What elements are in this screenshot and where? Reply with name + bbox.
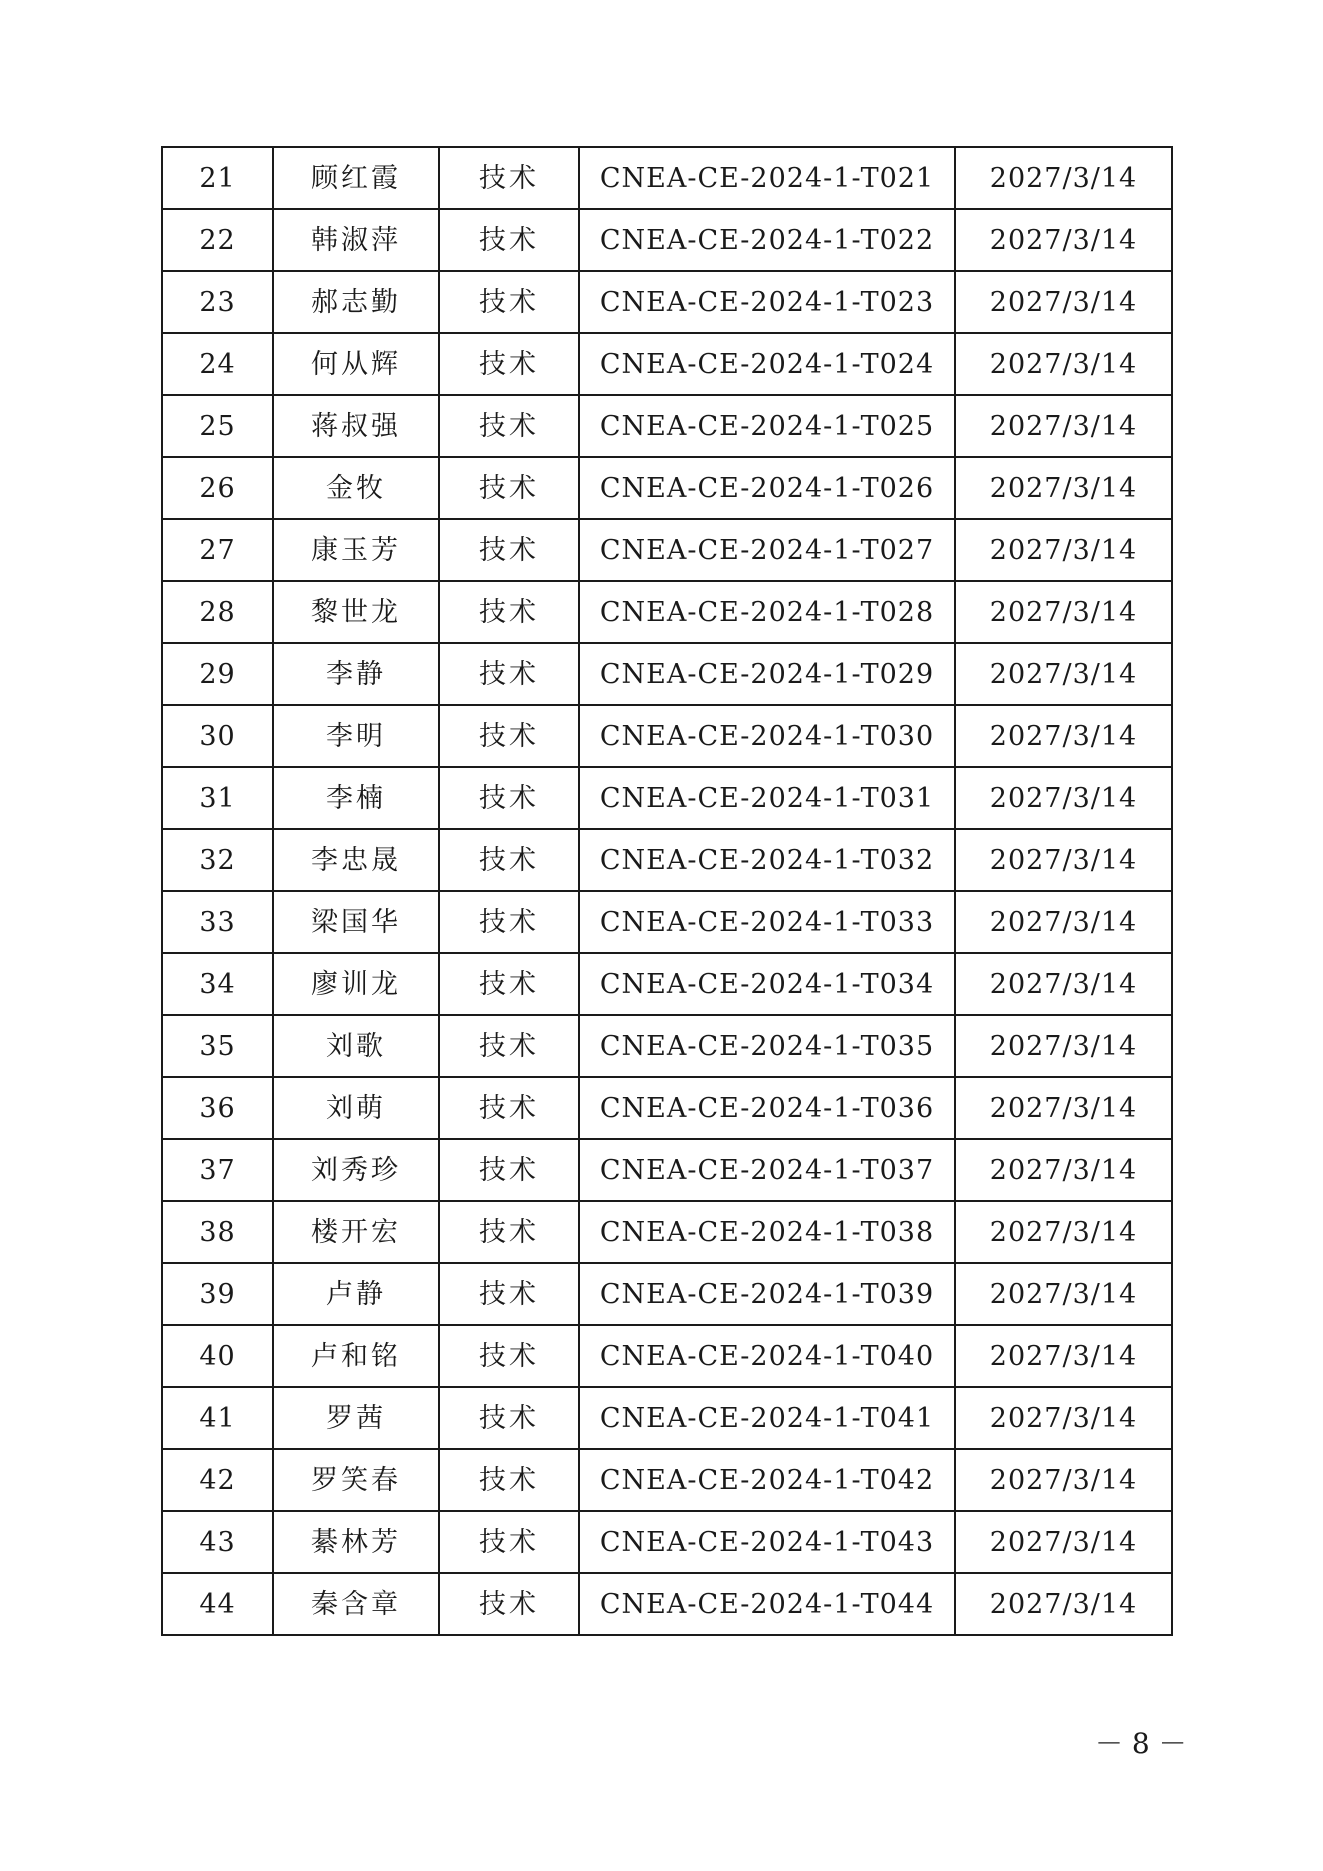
category-cell: 技术 [439,1449,579,1511]
expiry-date-cell: 2027/3/14 [955,271,1172,333]
row-number-cell: 34 [162,953,273,1015]
person-name-cell: 卢静 [273,1263,439,1325]
expiry-date-cell: 2027/3/14 [955,1077,1172,1139]
person-name-cell: 郝志勤 [273,271,439,333]
row-number-cell: 42 [162,1449,273,1511]
certificate-number-cell: CNEA-CE-2024-1-T021 [579,147,955,209]
table-row [162,1573,1172,1635]
expiry-date-cell: 2027/3/14 [955,1449,1172,1511]
certificate-number-cell: CNEA-CE-2024-1-T032 [579,829,955,891]
row-number-cell: 26 [162,457,273,519]
category-cell: 技术 [439,1387,579,1449]
roster-table-body [162,147,1172,1635]
table-row [162,953,1172,1015]
table-row [162,1511,1172,1573]
row-number-cell: 33 [162,891,273,953]
certificate-number-cell: CNEA-CE-2024-1-T033 [579,891,955,953]
category-cell: 技术 [439,891,579,953]
table-row [162,829,1172,891]
certificate-number-cell: CNEA-CE-2024-1-T025 [579,395,955,457]
category-cell: 技术 [439,705,579,767]
category-cell: 技术 [439,1077,579,1139]
person-name-cell: 罗笑春 [273,1449,439,1511]
certificate-number-cell: CNEA-CE-2024-1-T031 [579,767,955,829]
category-cell: 技术 [439,457,579,519]
person-name-cell: 刘萌 [273,1077,439,1139]
person-name-cell: 李楠 [273,767,439,829]
table-row [162,1201,1172,1263]
person-name-cell: 秦含章 [273,1573,439,1635]
row-number-cell: 41 [162,1387,273,1449]
row-number-cell: 43 [162,1511,273,1573]
person-name-cell: 廖训龙 [273,953,439,1015]
row-number-cell: 35 [162,1015,273,1077]
person-name-cell: 刘歌 [273,1015,439,1077]
certificate-number-cell: CNEA-CE-2024-1-T022 [579,209,955,271]
table-row [162,1325,1172,1387]
category-cell: 技术 [439,1201,579,1263]
person-name-cell: 刘秀珍 [273,1139,439,1201]
row-number-cell: 22 [162,209,273,271]
category-cell: 技术 [439,519,579,581]
person-name-cell: 金牧 [273,457,439,519]
certificate-number-cell: CNEA-CE-2024-1-T027 [579,519,955,581]
certificate-number-cell: CNEA-CE-2024-1-T029 [579,643,955,705]
certificate-number-cell: CNEA-CE-2024-1-T030 [579,705,955,767]
category-cell: 技术 [439,953,579,1015]
category-cell: 技术 [439,767,579,829]
person-name-cell: 罗茜 [273,1387,439,1449]
certificate-number-cell: CNEA-CE-2024-1-T040 [579,1325,955,1387]
person-name-cell: 李静 [273,643,439,705]
expiry-date-cell: 2027/3/14 [955,643,1172,705]
row-number-cell: 38 [162,1201,273,1263]
certificate-number-cell: CNEA-CE-2024-1-T038 [579,1201,955,1263]
expiry-date-cell: 2027/3/14 [955,705,1172,767]
certificate-number-cell: CNEA-CE-2024-1-T036 [579,1077,955,1139]
person-name-cell: 黎世龙 [273,581,439,643]
row-number-cell: 25 [162,395,273,457]
category-cell: 技术 [439,1325,579,1387]
expiry-date-cell: 2027/3/14 [955,1201,1172,1263]
category-cell: 技术 [439,1139,579,1201]
expiry-date-cell: 2027/3/14 [955,1263,1172,1325]
row-number-cell: 36 [162,1077,273,1139]
person-name-cell: 何从辉 [273,333,439,395]
expiry-date-cell: 2027/3/14 [955,767,1172,829]
expiry-date-cell: 2027/3/14 [955,953,1172,1015]
certificate-number-cell: CNEA-CE-2024-1-T026 [579,457,955,519]
table-row [162,457,1172,519]
row-number-cell: 40 [162,1325,273,1387]
category-cell: 技术 [439,1511,579,1573]
row-number-cell: 23 [162,271,273,333]
person-name-cell: 卢和铭 [273,1325,439,1387]
category-cell: 技术 [439,271,579,333]
certificate-number-cell: CNEA-CE-2024-1-T037 [579,1139,955,1201]
expiry-date-cell: 2027/3/14 [955,519,1172,581]
expiry-date-cell: 2027/3/14 [955,829,1172,891]
expiry-date-cell: 2027/3/14 [955,333,1172,395]
table-row [162,891,1172,953]
row-number-cell: 39 [162,1263,273,1325]
table-row [162,271,1172,333]
expiry-date-cell: 2027/3/14 [955,581,1172,643]
expiry-date-cell: 2027/3/14 [955,1387,1172,1449]
row-number-cell: 24 [162,333,273,395]
table-row [162,1263,1172,1325]
expiry-date-cell: 2027/3/14 [955,147,1172,209]
person-name-cell: 楼开宏 [273,1201,439,1263]
page-number: － 8 － [1095,1727,1187,1760]
person-name-cell: 李明 [273,705,439,767]
person-name-cell: 韩淑萍 [273,209,439,271]
category-cell: 技术 [439,333,579,395]
certificate-number-cell: CNEA-CE-2024-1-T044 [579,1573,955,1635]
row-number-cell: 37 [162,1139,273,1201]
person-name-cell: 梁国华 [273,891,439,953]
table-row [162,581,1172,643]
certificate-number-cell: CNEA-CE-2024-1-T039 [579,1263,955,1325]
category-cell: 技术 [439,643,579,705]
category-cell: 技术 [439,209,579,271]
row-number-cell: 31 [162,767,273,829]
table-row [162,1139,1172,1201]
table-row [162,643,1172,705]
table-row [162,209,1172,271]
row-number-cell: 32 [162,829,273,891]
person-name-cell: 康玉芳 [273,519,439,581]
person-name-cell: 顾红霞 [273,147,439,209]
table-row [162,1077,1172,1139]
certificate-number-cell: CNEA-CE-2024-1-T043 [579,1511,955,1573]
certificate-number-cell: CNEA-CE-2024-1-T024 [579,333,955,395]
table-row [162,705,1172,767]
person-name-cell: 綦林芳 [273,1511,439,1573]
certificate-roster-table [161,146,1173,1636]
category-cell: 技术 [439,1573,579,1635]
row-number-cell: 21 [162,147,273,209]
category-cell: 技术 [439,581,579,643]
table-row [162,1387,1172,1449]
expiry-date-cell: 2027/3/14 [955,457,1172,519]
expiry-date-cell: 2027/3/14 [955,1511,1172,1573]
table-row [162,147,1172,209]
certificate-number-cell: CNEA-CE-2024-1-T034 [579,953,955,1015]
category-cell: 技术 [439,147,579,209]
certificate-number-cell: CNEA-CE-2024-1-T035 [579,1015,955,1077]
row-number-cell: 44 [162,1573,273,1635]
row-number-cell: 28 [162,581,273,643]
expiry-date-cell: 2027/3/14 [955,395,1172,457]
person-name-cell: 蒋叔强 [273,395,439,457]
expiry-date-cell: 2027/3/14 [955,1139,1172,1201]
category-cell: 技术 [439,395,579,457]
expiry-date-cell: 2027/3/14 [955,209,1172,271]
category-cell: 技术 [439,829,579,891]
row-number-cell: 27 [162,519,273,581]
certificate-number-cell: CNEA-CE-2024-1-T028 [579,581,955,643]
category-cell: 技术 [439,1263,579,1325]
category-cell: 技术 [439,1015,579,1077]
row-number-cell: 29 [162,643,273,705]
table-row [162,1015,1172,1077]
table-row [162,333,1172,395]
table-row [162,767,1172,829]
expiry-date-cell: 2027/3/14 [955,1325,1172,1387]
certificate-number-cell: CNEA-CE-2024-1-T023 [579,271,955,333]
expiry-date-cell: 2027/3/14 [955,891,1172,953]
certificate-number-cell: CNEA-CE-2024-1-T041 [579,1387,955,1449]
expiry-date-cell: 2027/3/14 [955,1573,1172,1635]
table-row [162,395,1172,457]
person-name-cell: 李忠晟 [273,829,439,891]
row-number-cell: 30 [162,705,273,767]
expiry-date-cell: 2027/3/14 [955,1015,1172,1077]
table-row [162,1449,1172,1511]
table-row [162,519,1172,581]
certificate-number-cell: CNEA-CE-2024-1-T042 [579,1449,955,1511]
